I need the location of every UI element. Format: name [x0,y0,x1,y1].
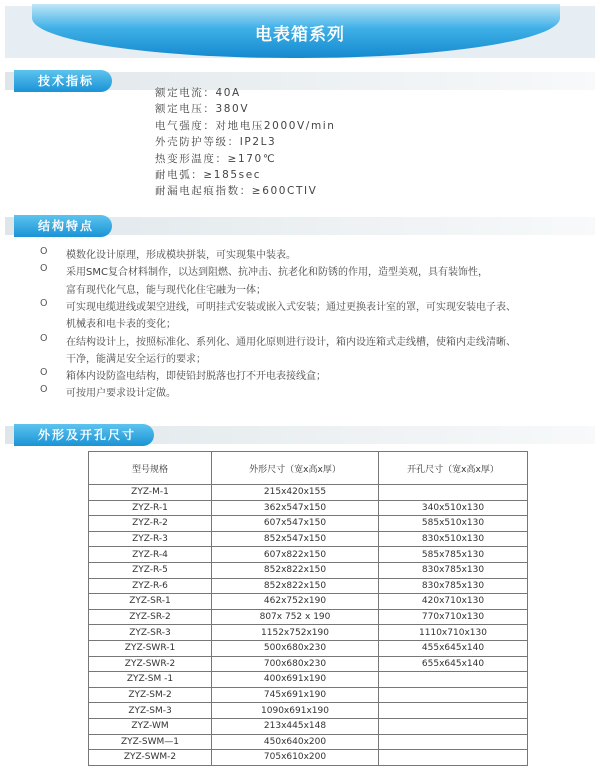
feature-line: 可实现电缆进线或架空进线，可明挂式安装或嵌入式安装；通过更换表计室的罩，可实现安装电子表、 [66,301,516,313]
cell-cutout-size [379,703,528,719]
table-row [89,516,528,532]
table-row [89,562,528,578]
header-cutout-size: 开孔尺寸（宽x高x厚） [379,452,528,485]
cell-outer-size: 400x691x190 [212,672,379,688]
table-row [89,609,528,625]
header-model: 型号规格 [89,452,212,485]
cell-cutout-size [379,718,528,734]
header-outer-size: 外形尺寸（宽x高x厚） [212,452,379,485]
table-row [89,578,528,594]
feature-line: 在结构设计上，按照标准化、系列化、通用化原则进行设计，箱内设连箱式走线槽，使箱内走线清晰、 [66,336,516,348]
cell-model: ZYZ-R-3 [89,531,212,547]
cell-cutout-size: 830x510x130 [379,531,528,547]
table-row [89,672,528,688]
bullet-icon: O [40,297,48,309]
cell-model: ZYZ-R-1 [89,500,212,516]
cell-outer-size: 450x640x200 [212,734,379,750]
cell-cutout-size: 455x645x140 [379,640,528,656]
cell-cutout-size: 770x710x130 [379,609,528,625]
cell-cutout-size: 1110x710x130 [379,625,528,641]
cell-cutout-size: 585x785x130 [379,547,528,563]
cell-cutout-size [379,750,528,766]
bullet-icon: O [40,263,48,275]
cell-model: ZYZ-R-5 [89,562,212,578]
table-row [89,640,528,656]
cell-outer-size: 462x752x190 [212,594,379,610]
feature-line: 机械表和电卡表的变化； [66,319,176,331]
bullet-icon: O [40,367,48,379]
cell-outer-size: 500x680x230 [212,640,379,656]
cell-model: ZYZ-SWM-2 [89,750,212,766]
cell-outer-size: 745x691x190 [212,687,379,703]
cell-cutout-size [379,734,528,750]
dimension-table [88,451,528,766]
table-row [89,531,528,547]
cell-model: ZYZ-M-1 [89,485,212,501]
table-header-row [89,452,528,485]
cell-model: ZYZ-SR-2 [89,609,212,625]
cell-model: ZYZ-R-2 [89,516,212,532]
cell-cutout-size: 585x510x130 [379,516,528,532]
section-title-tech: 技术指标 [14,70,112,92]
section-title-dims: 外形及开孔尺寸 [14,424,154,446]
feature-line: 模数化设计原理，形成模块拼装，可实现集中装表。 [66,250,296,261]
cell-model: ZYZ-SR-3 [89,625,212,641]
table-row [89,485,528,501]
table-row [89,547,528,563]
cell-outer-size: 607x822x150 [212,547,379,563]
feature-line: 可按用户要求设计定做。 [66,388,176,400]
spec-item: 耐电弧：≥185sec [155,169,262,181]
cell-cutout-size: 420x710x130 [379,594,528,610]
table-row [89,718,528,734]
cell-model: ZYZ-SM -1 [89,672,212,688]
spec-item: 电气强度：对地电压2000V/min [155,119,336,132]
cell-outer-size: 705x610x200 [212,750,379,766]
cell-cutout-size [379,485,528,501]
bullet-icon: O [40,384,48,396]
spec-item: 额定电流：40A [155,87,241,99]
feature-line: 干净，能满足安全运行的要求； [66,353,206,365]
cell-cutout-size [379,672,528,688]
cell-outer-size: 852x822x150 [212,562,379,578]
feature-line: 箱体内设防盗电结构，即使铅封脱落也打不开电表接线盒； [66,371,326,383]
cell-outer-size: 1152x752x190 [212,625,379,641]
cell-model: ZYZ-R-4 [89,547,212,563]
spec-item: 热变形温度：≥170℃ [155,152,277,165]
cell-outer-size: 213x445x148 [212,718,379,734]
bullet-icon: O [40,332,48,344]
spec-item: 额定电压：380V [155,103,250,116]
spec-item: 耐漏电起痕指数：≥600CTIV [155,185,318,198]
feature-line: 采用SMC复合材料制作，以达到阻燃、抗冲击、抗老化和防锈的作用，造型美观，具有装饰性， [66,267,488,279]
table-row [89,500,528,516]
cell-outer-size: 215x420x155 [212,485,379,501]
feature-line: 富有现代化气息，能与现代化住宅融为一体； [66,284,266,296]
table-row [89,734,528,750]
cell-model: ZYZ-SM-2 [89,687,212,703]
cell-cutout-size: 830x785x130 [379,562,528,578]
cell-cutout-size: 655x645x140 [379,656,528,672]
cell-outer-size: 807x 752 x 190 [212,609,379,625]
table-row [89,625,528,641]
cell-cutout-size: 830x785x130 [379,578,528,594]
table-row [89,750,528,766]
cell-model: ZYZ-SWM—1 [89,734,212,750]
table-row [89,656,528,672]
cell-model: ZYZ-SWR-1 [89,640,212,656]
cell-outer-size: 852x822x150 [212,578,379,594]
cell-cutout-size [379,687,528,703]
table-row [89,687,528,703]
cell-outer-size: 852x547x150 [212,531,379,547]
section-title-features: 结构特点 [14,215,112,237]
cell-model: ZYZ-SM-3 [89,703,212,719]
cell-cutout-size: 340x510x130 [379,500,528,516]
cell-outer-size: 1090x691x190 [212,703,379,719]
cell-model: ZYZ-R-6 [89,578,212,594]
page-title: 电表箱系列 [255,25,345,45]
bullet-icon: O [40,246,48,257]
cell-outer-size: 607x547x150 [212,516,379,532]
cell-outer-size: 700x680x230 [212,656,379,672]
table-row [89,594,528,610]
cell-model: ZYZ-SR-1 [89,594,212,610]
table-row [89,703,528,719]
spec-item: 外壳防护等级：IP2L3 [155,136,277,149]
cell-model: ZYZ-SWR-2 [89,656,212,672]
cell-outer-size: 362x547x150 [212,500,379,516]
cell-model: ZYZ-WM [89,718,212,734]
